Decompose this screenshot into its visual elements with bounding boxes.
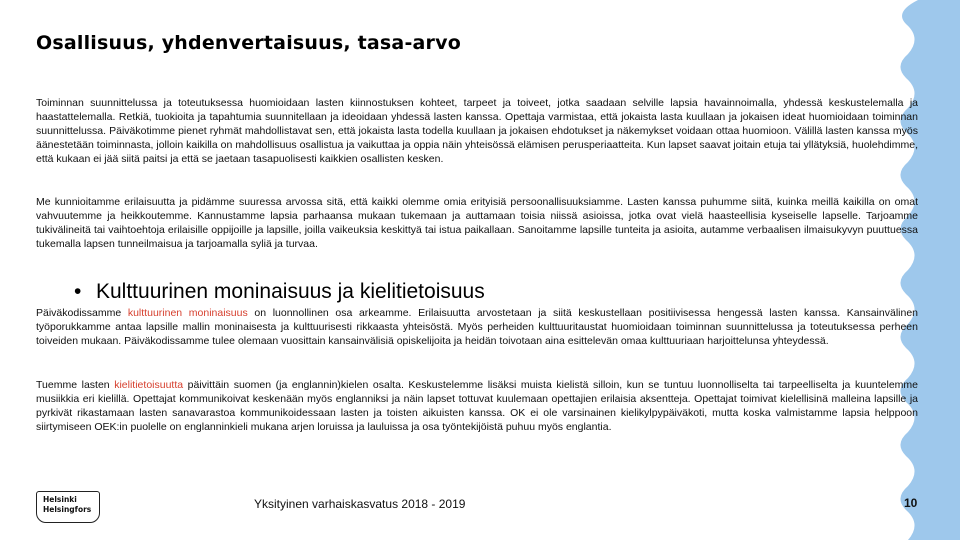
bullet-heading: [74, 280, 485, 304]
logo-line-helsinki: Helsinki: [43, 495, 77, 504]
bullet-marker: •: [74, 280, 82, 303]
osallisuus-paragraph: Toiminnan suunnittelussa ja toteutuksessa huomioidaan lasten kiinnostuksen kohteet, tarpeet ja toiveet, jotka saadaan selville lapsia havainnoimalla, yhdessä keskustelemalla ja haastattelemalla. Retkiä, tuokioita ja tapahtumia suunnitellaan ja ideoidaan yhdessä lasten kanssa. Opettaja varmistaa, että jokaista lasta kuullaan ja jokaisen ideat huomioidaan toiminnan suunnittelussa. Päiväkotimme pienet ryhmät mahdollistavat sen, että jokaista lasta todella kuullaan ja jokaisen ehdotukset ja näkemykset voidaan ottaa huomioon. Välillä lasten kanssa myös äänestetään toiminnasta, jolloin kaikilla on mahdollisuus osallistua ja vaikuttaa ja oppia näin yhteisössä elämisen perusperiaatteita. Kun lapset saavat joitain etuja tai yllätyksiä, huolehdimme, että kukaan ei jää siitä paitsi ja että se jaetaan tasapuolisesti kaikkien osallisten kesken.: [36, 97, 918, 165]
paragraph-text: päivittäin suomen (ja englannin)kielen osalta. Keskustelemme lisäksi muista kielistä silloin, kun se tuntuu luonnolliselta tai tarpeelliselta ja kuuntelemme musiikkia eri kielillä. Opettajat kommunikoivat keskenään myös englanniksi ja näin lapset tottuvat kuulemaan opettajien erilaisia aksentteja. Opettajat toimivat kielellisinä malleina lapsille ja pyrkivät rikastamaan lasten sanavarastoa kommunikoidessaan lasten ja toisten aikuisten kanssa. OK ei ole varsinainen kielikylpypäiväkoti, mutta koska valmistamme lapsia helppoon siirtymiseen OEK:in puolelle on englanninkieli mukana arjen loruissa ja lauluissa ja osa työntekijöistä puhuu myös englantia.: [36, 379, 919, 433]
paragraph-text: Tuemme lasten: [36, 379, 115, 391]
bullet-heading-text: Kulttuurinen moninaisuus ja kielitietoisuus: [96, 280, 485, 303]
logo-line-helsingfors: Helsingfors: [43, 505, 92, 514]
erilaisuus-paragraph: Me kunnioitamme erilaisuutta ja pidämme suuressa arvossa sitä, että kaikki olemme omia erityisiä persoonallisuuksiamme. Lasten kanssa puhumme siitä, kuinka meillä kaikilla on omat vahvuutemme ja heikkoutemme. Kannustamme lapsia parhaansa mukaan tukemaan ja auttamaan toisia niissä asioissa, jotka ovat vielä haasteellisia kyseiselle lapselle. Tarjoamme tukivälineitä tai vaihtoehtoja erilaisille oppijoille ja lapsille, joilla vaikeuksia keskittyä tai istua paikallaan. Sanoitamme lapsille tunteita ja asioita, autamme verbaalisen ilmaisukyvyn puuttuessa tukemalla lapsen tunneilmaisua ja tarjoamalla syliä ja turvaa.: [36, 196, 918, 250]
highlighted-term: kielitietoisuutta: [114, 379, 184, 391]
decorative-side-strip: [848, 0, 960, 540]
highlighted-term: kulttuurinen moninaisuus: [127, 307, 248, 319]
footer-text: Yksityinen varhaiskasvatus 2018 - 2019: [254, 497, 466, 511]
paragraph-text: Päiväkodissamme: [36, 307, 128, 319]
paragraph-text: on luonnollinen osa arkeamme. Erilaisuutta arvostetaan ja siitä keskustellaan positiivisessa hengessä lasten kanssa. Kansainvälinen työporukkamme antaa lapsille mallin moninaisesta ja kulttuurisesti rikkaasta yhteisöstä. Myös perheiden kulttuuritaustat huomioidaan toiminnan suunnittelussa ja toteutuksessa perheen toiveiden mukaan. Päiväkodissamme tulee olemaan vuosittain kansainvälisiä opiskelijoita ja heidän toivotaan aina esittelevän omaa kulttuuriaan harjoittelunsa yhteydessä.: [36, 307, 918, 347]
helsinki-logo: [36, 491, 100, 523]
kielitietoisuus-paragraph: [36, 378, 918, 434]
page-number: 10: [904, 496, 918, 510]
kulttuurinen-moninaisuus-paragraph: [36, 306, 918, 348]
slide-title: Osallisuus, yhdenvertaisuus, tasa-arvo: [36, 32, 461, 54]
